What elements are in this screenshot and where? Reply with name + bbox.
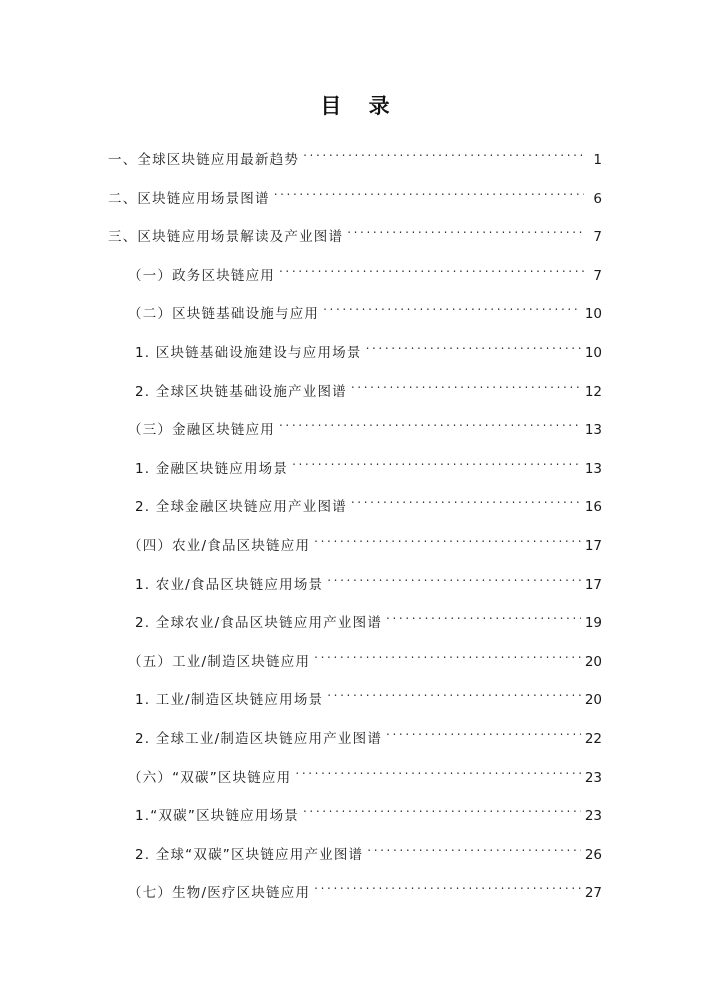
toc-entry[interactable] [135, 487, 602, 516]
toc-entry-title: 2. 全球区块链基础设施产业图谱 [135, 383, 347, 400]
dot-leader [314, 642, 581, 666]
toc-entry[interactable] [108, 179, 602, 207]
toc-entry[interactable] [135, 680, 602, 709]
dot-leader [303, 140, 584, 164]
toc-entry[interactable] [128, 410, 602, 439]
toc-entry-page-number: 23 [584, 808, 602, 825]
toc-entry-page-number: 13 [584, 460, 602, 477]
toc-entry-title: （三）金融区块链应用 [128, 422, 275, 439]
toc-entry-page-number: 17 [584, 576, 602, 593]
toc-entry-title: 一、全球区块链应用最新趋势 [108, 152, 300, 168]
toc-entry-page-number: 22 [584, 731, 602, 747]
toc-entry-title: 1. 工业/制造区块链应用场景 [135, 692, 324, 709]
toc-entry[interactable] [135, 719, 602, 747]
toc-entry[interactable] [135, 565, 602, 593]
toc-entry-title: 二、区块链应用场景图谱 [108, 190, 270, 207]
toc-entry[interactable] [135, 449, 602, 477]
toc-entry-page-number: 20 [584, 653, 602, 670]
dot-leader [295, 758, 580, 782]
toc-entry-title: 2. 全球“双碳”区块链应用产业图谱 [135, 846, 364, 863]
toc-entry-page-number: 10 [584, 345, 602, 361]
page-title: 目 录 [320, 94, 400, 118]
toc-entry-page-number: 1 [593, 152, 602, 168]
toc-entry-title: 2. 全球金融区块链应用产业图谱 [135, 499, 347, 516]
toc-entry-title: （七）生物/医疗区块链应用 [128, 885, 311, 902]
toc-entry-title: （二）区块链基础设施与应用 [128, 306, 320, 323]
toc-entry-page-number: 20 [584, 692, 602, 709]
dot-leader [274, 179, 584, 203]
toc-entry[interactable] [128, 294, 602, 323]
toc-entry-page-number: 12 [584, 383, 602, 400]
toc-entry-title: 2. 全球农业/食品区块链应用产业图谱 [135, 615, 383, 632]
dot-leader [351, 372, 581, 396]
dot-leader [279, 410, 581, 434]
toc-entry[interactable] [135, 796, 602, 825]
toc-entry[interactable] [128, 758, 602, 786]
toc-entry[interactable] [135, 333, 602, 361]
toc-entry-page-number: 13 [584, 422, 602, 439]
toc-entry[interactable] [135, 372, 602, 400]
toc-entry-title: （一）政务区块链应用 [128, 267, 275, 284]
toc-entry-title: 1. 金融区块链应用场景 [135, 460, 289, 477]
toc-entry-page-number: 6 [593, 190, 602, 207]
toc-entry-title: 1.“双碳”区块链应用场景 [135, 808, 299, 825]
dot-leader [386, 603, 581, 627]
dot-leader [327, 565, 581, 589]
toc-entry-page-number: 26 [584, 846, 602, 863]
toc-entry-page-number: 7 [593, 229, 602, 246]
toc-entry-title: 1. 农业/食品区块链应用场景 [135, 576, 324, 593]
toc-entry[interactable] [108, 217, 602, 246]
toc-entry[interactable] [135, 603, 602, 632]
dot-leader [303, 796, 581, 820]
toc-entry-page-number: 16 [584, 499, 602, 516]
toc-entry[interactable] [128, 642, 602, 670]
dot-leader [314, 526, 581, 550]
dot-leader [292, 449, 581, 473]
toc-entry[interactable] [135, 835, 602, 863]
dot-leader [279, 256, 584, 280]
dot-leader [366, 333, 581, 357]
dot-leader [314, 873, 581, 897]
toc-entry-page-number: 7 [593, 267, 602, 284]
dot-leader [323, 294, 581, 318]
toc-entry[interactable] [108, 140, 602, 168]
dot-leader [327, 680, 581, 704]
toc-entry[interactable] [128, 256, 602, 284]
toc-entry[interactable] [128, 873, 602, 902]
toc-entry-title: 2. 全球工业/制造区块链应用产业图谱 [135, 731, 383, 747]
dot-leader [367, 835, 581, 859]
toc-entry-page-number: 19 [584, 615, 602, 632]
toc-entry-page-number: 17 [584, 538, 602, 554]
toc-entry[interactable] [128, 526, 602, 554]
toc-entry-page-number: 27 [584, 885, 602, 902]
toc-entry-title: 三、区块链应用场景解读及产业图谱 [108, 229, 344, 246]
toc-entry-title: 1. 区块链基础设施建设与应用场景 [135, 345, 362, 361]
toc-entry-page-number: 10 [584, 306, 602, 323]
dot-leader [386, 719, 581, 743]
toc-entry-title: （五）工业/制造区块链应用 [128, 653, 311, 670]
dot-leader [347, 217, 584, 241]
toc-entry-page-number: 23 [584, 769, 602, 786]
dot-leader [351, 487, 581, 511]
toc-entry-title: （六）“双碳”区块链应用 [128, 769, 292, 786]
toc-entry-title: （四）农业/食品区块链应用 [128, 538, 311, 554]
